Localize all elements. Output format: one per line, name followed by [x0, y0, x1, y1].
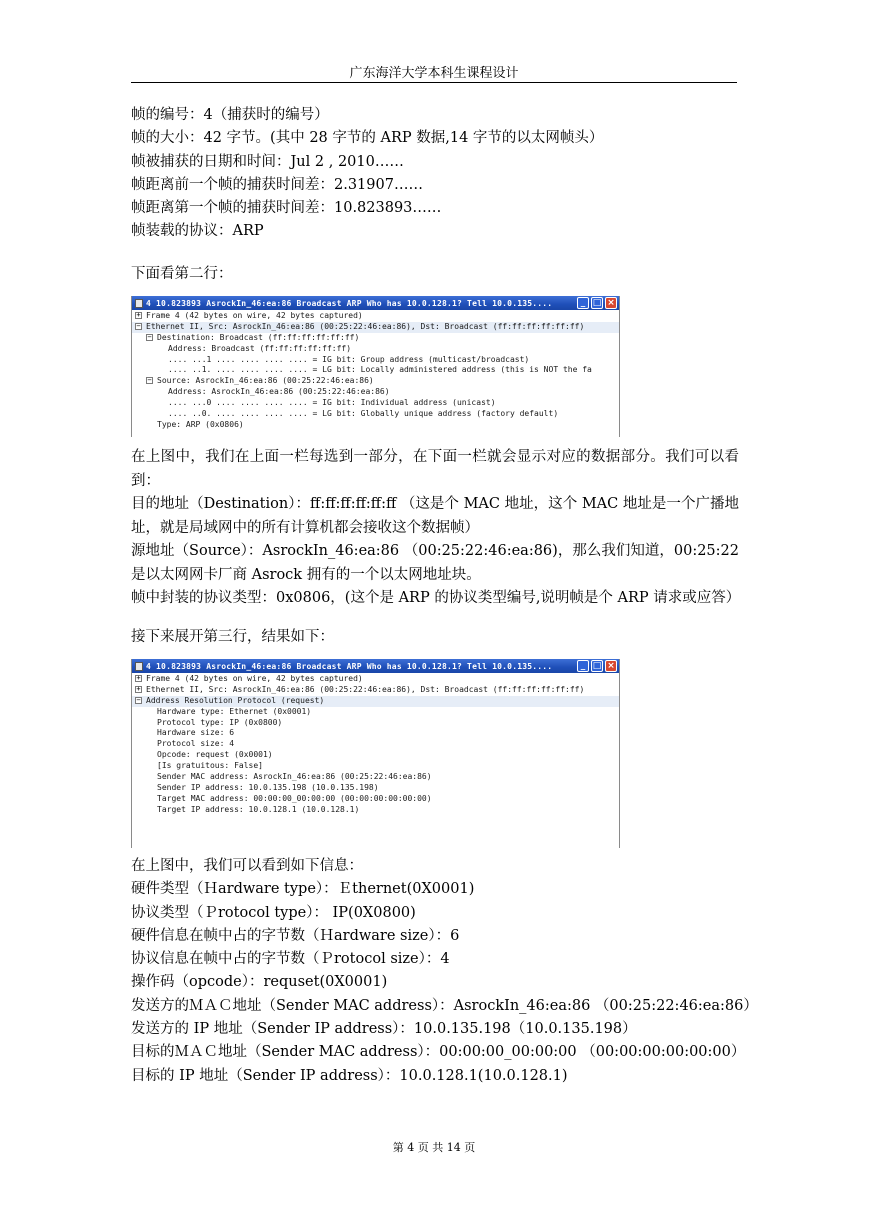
info-line: 发送方的ＭＡＣ地址（Sender MAC address）：AsrockIn_46:ea:86 （00:25:22:46:ea:86）: [131, 997, 758, 1014]
intro-line: 帧距离前一个帧的捕获时间差：2.31907……: [131, 176, 423, 193]
tree-row-text: Sender MAC address: AsrockIn_46:ea:86 (00:25:22:46:ea:86): [157, 772, 432, 782]
tree-row-text: Source: AsrockIn_46:ea:86 (00:25:22:46:ea:86): [157, 376, 374, 386]
tree-row[interactable]: [132, 420, 619, 431]
collapse-icon[interactable]: −: [136, 695, 141, 704]
tree-row[interactable]: [132, 718, 619, 729]
tree-row[interactable]: [132, 685, 619, 696]
window-titlebar: [132, 296, 619, 310]
section3-heading: 接下来展开第三行，结果如下：: [131, 629, 334, 645]
page-footer: 第 4 页 共 14 页: [392, 1141, 476, 1154]
app-icon: [135, 299, 143, 308]
tree-row[interactable]: [132, 750, 619, 761]
collapse-icon[interactable]: −: [147, 332, 152, 341]
tree-row-text: Address: AsrockIn_46:ea:86 (00:25:22:46:ea:86): [168, 387, 390, 397]
collapse-icon[interactable]: −: [147, 376, 152, 385]
expand-icon[interactable]: +: [136, 674, 141, 682]
packet-detail-window-arp: [131, 659, 620, 848]
tree-row-text: Frame 4 (42 bytes on wire, 42 bytes captured): [146, 311, 363, 320]
tree-row[interactable]: [132, 344, 619, 355]
info-line: 操作码（opcode）：requset(0X0001): [131, 974, 388, 991]
window-title: 4 10.823893 AsrockIn_46:ea:86 Broadcast ARP Who has 10.0.128.1? Tell 10.0.135....: [146, 298, 553, 308]
intro-lines: [131, 104, 739, 244]
intro-line: 帧距离第一个帧的捕获时间差：10.823893……: [131, 200, 442, 217]
tree-row-text: Target MAC address: 00:00:00_00:00:00 (00:00:00:00:00:00): [157, 793, 432, 803]
minimize-icon[interactable]: _: [577, 660, 589, 672]
tree-row[interactable]: [132, 398, 619, 409]
expand-icon[interactable]: +: [136, 684, 141, 693]
info-line: 发送方的 IP 地址（Sender IP address）：10.0.135.198（10.0.135.198）: [131, 1021, 637, 1038]
packet-detail-window-ethernet: [131, 296, 620, 437]
paragraph: 目的地址（Destination）：ff:ff:ff:ff:ff:ff （这是个 MAC 地址，这个 MAC 地址是一个广播地址，就是局域网中的所有计算机都会接收这个数据帧）: [131, 496, 739, 536]
paragraph: 帧中封装的协议类型：0x0806，(这个是 ARP 的协议类型编号,说明帧是个 ARP 请求或应答）: [131, 590, 741, 606]
intro-line: 帧的大小：42 字节。(其中 28 字节的 ARP 数据,14 字节的以太网帧头）: [131, 130, 604, 147]
tree-row-text: Opcode: request (0x0001): [157, 750, 273, 760]
intro-line: 帧的编号：4（捕获时的编号）: [131, 107, 329, 123]
packet-tree: [132, 310, 619, 431]
tree-row[interactable]: [132, 322, 619, 333]
tree-row-text: .... ...1 .... .... .... .... = IG bit: Group address (multicast/broadcast): [168, 354, 530, 364]
header-rule: [131, 82, 737, 83]
intro-line: 帧装载的协议：ARP: [131, 223, 264, 240]
minimize-icon[interactable]: _: [577, 297, 589, 309]
packet-tree: [132, 673, 619, 816]
info-line: 协议类型（Ｐrotocol type）： IP(0X0800): [131, 904, 416, 921]
section2-heading: 下面看第二行：: [131, 266, 233, 282]
section3-lines: [131, 855, 758, 1088]
tree-row[interactable]: [132, 376, 619, 387]
tree-row[interactable]: [132, 707, 619, 718]
info-line: 硬件类型（Ｈardware type）：Ｅthernet(0X0001): [131, 881, 475, 898]
tree-row-text: .... ..0. .... .... .... .... = LG bit: Globally unique address (factory default): [168, 409, 559, 419]
expand-icon[interactable]: +: [136, 311, 141, 319]
tree-row[interactable]: [132, 674, 619, 685]
tree-row[interactable]: [132, 772, 619, 783]
page-header-title: 广东海洋大学本科生课程设计: [349, 66, 519, 81]
tree-row[interactable]: [132, 805, 619, 816]
tree-row-text: Protocol size: 4: [157, 739, 235, 749]
info-line: 协议信息在帧中占的字节数（Ｐrotocol size）：4: [131, 951, 450, 968]
tree-row[interactable]: [132, 696, 619, 707]
tree-row-text: .... ..1. .... .... .... .... = LG bit: Locally administered address (this is NOT the fa: [168, 365, 592, 375]
tree-row[interactable]: [132, 311, 619, 322]
maximize-icon[interactable]: □: [592, 661, 602, 671]
close-icon[interactable]: ×: [605, 297, 617, 309]
info-line: 目标的 IP 地址（Sender IP address）：10.0.128.1(10.0.128.1): [131, 1067, 568, 1084]
tree-row[interactable]: [132, 387, 619, 398]
close-icon[interactable]: ×: [605, 660, 617, 672]
section3-heading-block: [131, 626, 739, 649]
paragraph: 在上图中，我们在上面一栏每选到一部分，在下面一栏就会显示对应的数据部分。我们可以看到：: [131, 449, 739, 489]
tree-row[interactable]: [132, 333, 619, 344]
tree-row[interactable]: [132, 365, 619, 376]
tree-row-text: Destination: Broadcast (ff:ff:ff:ff:ff:ff): [157, 332, 360, 342]
info-line: 目标的ＭＡＣ地址（Sender MAC address）：00:00:00_00:00:00 （00:00:00:00:00:00）: [131, 1044, 746, 1061]
paragraph: 源地址（Source）：AsrockIn_46:ea:86 （00:25:22:46:ea:86)，那么我们知道，00:25:22 是以太网网卡厂商 Asrock 拥有的一个以太网地址块。: [131, 543, 739, 583]
app-icon: [135, 662, 143, 671]
tree-row-text: Hardware type: Ethernet (0x0001): [157, 706, 312, 716]
collapse-icon[interactable]: −: [136, 321, 141, 330]
tree-row-text: Target IP address: 10.0.128.1 (10.0.128.1): [157, 804, 360, 814]
window-titlebar: [132, 659, 619, 673]
info-line: 硬件信息在帧中占的字节数（Ｈardware size）：6: [131, 927, 460, 944]
maximize-icon[interactable]: □: [592, 298, 602, 308]
info-line: 在上图中，我们可以看到如下信息：: [131, 858, 363, 874]
tree-row-text: [Is gratuitous: False]: [157, 761, 263, 771]
tree-row-text: Ethernet II, Src: AsrockIn_46:ea:86 (00:25:22:46:ea:86), Dst: Broadcast (ff:ff:ff:ff:ff:ff): [146, 321, 585, 331]
tree-row-text: Type: ARP (0x0806): [157, 419, 244, 429]
tree-row[interactable]: [132, 728, 619, 739]
tree-row-text: .... ...0 .... .... .... .... = IG bit: Individual address (unicast): [168, 398, 496, 408]
tree-row-text: Protocol type: IP (0x0800): [157, 717, 283, 727]
tree-row[interactable]: [132, 794, 619, 805]
tree-row[interactable]: [132, 739, 619, 750]
tree-row-text: Hardware size: 6: [157, 728, 235, 738]
tree-row-text: Ethernet II, Src: AsrockIn_46:ea:86 (00:25:22:46:ea:86), Dst: Broadcast (ff:ff:ff:ff:ff:ff): [146, 684, 585, 694]
tree-row-text: Frame 4 (42 bytes on wire, 42 bytes captured): [146, 674, 363, 683]
window-title: 4 10.823893 AsrockIn_46:ea:86 Broadcast ARP Who has 10.0.128.1? Tell 10.0.135....: [146, 661, 553, 671]
tree-row-text: Address: Broadcast (ff:ff:ff:ff:ff:ff): [168, 343, 352, 353]
intro-line: 帧被捕获的日期和时间：Jul 2 , 2010……: [131, 153, 404, 170]
tree-row[interactable]: [132, 355, 619, 366]
tree-row[interactable]: [132, 761, 619, 772]
tree-row-text: Address Resolution Protocol (request): [146, 695, 325, 705]
tree-row[interactable]: [132, 409, 619, 420]
section2-paragraphs: [131, 446, 739, 611]
tree-row[interactable]: [132, 783, 619, 794]
tree-row-text: Sender IP address: 10.0.135.198 (10.0.135.198): [157, 782, 379, 792]
section2-heading-block: [131, 263, 739, 286]
